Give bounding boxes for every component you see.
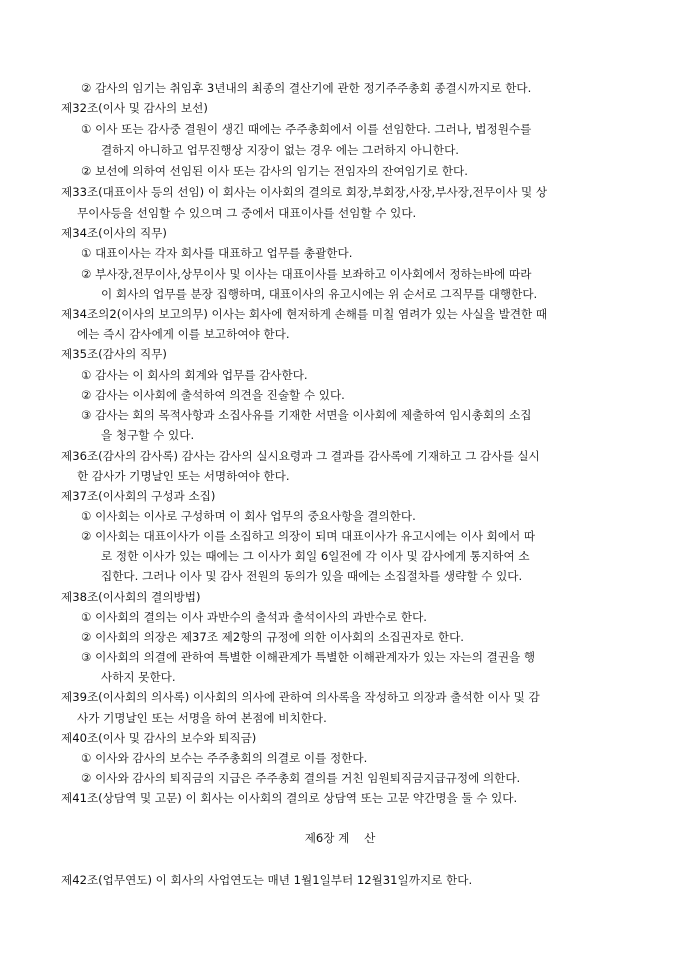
article-33 <box>0 184 680 200</box>
clause-38-item-2 <box>0 629 680 645</box>
article-36-cont <box>0 468 680 484</box>
clause-37-item-2 <box>0 528 680 544</box>
clause-38-item-3-cont <box>0 669 680 685</box>
article-39-cont <box>0 710 680 726</box>
text-line: 로 정한 이사가 있는 때에는 그 이사가 회일 6일전에 각 이사 및 감사에게 통지하여 소 <box>101 549 530 563</box>
text-line: 제34조(이사의 직무) <box>61 226 167 240</box>
text-line: 이 회사의 업무를 분장 집행하며, 대표이사의 유고시에는 위 순서로 그직무를 대행한다. <box>101 287 538 301</box>
clause-32-item-2 <box>0 163 680 179</box>
clause-34-item-2-cont <box>0 286 680 302</box>
article-35-heading <box>0 346 680 362</box>
clause-40-item-2 <box>0 770 680 786</box>
text-line: ② 이사회는 대표이사가 이를 소집하고 의장이 되며 대표이사가 유고시에는 이사 회에서 따 <box>81 529 536 543</box>
text-line: 제32조(이사 및 감사의 보선) <box>61 101 208 115</box>
article-40-heading <box>0 730 680 746</box>
clause-34-item-2 <box>0 266 680 282</box>
text-line: 제33조(대표이사 등의 선임) 이 회사는 이사회의 결의로 회장,부회장,사장,부사장,전무이사 및 상 <box>61 185 548 199</box>
article-34-heading <box>0 225 680 241</box>
text-line: ② 이사회의 의장은 제37조 제2항의 규정에 의한 이사회의 소집권자로 한다. <box>81 630 464 644</box>
text-line: ② 이사와 감사의 퇴직금의 지급은 주주총회 결의를 거친 임원퇴직금지급규정에 의한다. <box>81 771 521 785</box>
clause-35-item-3 <box>0 407 680 423</box>
text-line: ② 부사장,전무이사,상무이사 및 이사는 대표이사를 보좌하고 이사회에서 정하는바에 따라 <box>81 267 532 281</box>
text-line: 한 감사가 기명날인 또는 서명하여야 한다. <box>77 469 290 483</box>
text-line: 집한다. 그러나 이사 및 감사 전원의 동의가 있을 때에는 소집절차를 생략할 수 있다. <box>101 569 523 583</box>
clause-37-item-2-cont-1 <box>0 548 680 564</box>
text-line: ② 보선에 의하여 선임된 이사 또는 감사의 임기는 전임자의 잔여임기로 한다. <box>81 164 468 178</box>
text-line: 을 청구할 수 있다. <box>101 428 195 442</box>
text-line: 제41조(상담역 및 고문) 이 회사는 이사회의 결의로 상담역 또는 고문 약간명을 둘 수 있다. <box>61 791 518 805</box>
text-line: 사하지 못한다. <box>101 670 176 684</box>
article-39 <box>0 689 680 705</box>
chapter-6-heading <box>0 830 680 846</box>
text-line: ① 이사회의 결의는 이사 과반수의 출석과 출석이사의 과반수로 한다. <box>81 610 427 624</box>
text-line: 제40조(이사 및 감사의 보수와 퇴직금) <box>61 731 257 745</box>
article-41 <box>0 790 680 806</box>
text-line: 제42조(업무연도) 이 회사의 사업연도는 매년 1월1일부터 12월31일까지로 한다. <box>61 873 473 887</box>
article-36 <box>0 448 680 464</box>
clause-35-item-1 <box>0 367 680 383</box>
text-line: 제6장 계 산 <box>304 831 376 845</box>
text-line: ① 이사회는 이사로 구성하며 이 회사 업무의 중요사항을 결의한다. <box>81 509 416 523</box>
clause-38-item-1 <box>0 609 680 625</box>
text-line: ① 감사는 이 회사의 회계와 업무를 감사한다. <box>81 368 308 382</box>
clause-32-item-1 <box>0 121 680 137</box>
article-34-2-cont <box>0 326 680 342</box>
clause-38-item-3 <box>0 649 680 665</box>
article-33-cont <box>0 205 680 221</box>
text-line: ① 대표이사는 각자 회사를 대표하고 업무를 총괄한다. <box>81 246 353 260</box>
article-32-heading <box>0 100 680 116</box>
text-line: 제39조(이사회의 의사록) 이사회의 의사에 관하여 의사록을 작성하고 의장과 출석한 이사 및 감 <box>61 690 540 704</box>
text-line: 제36조(감사의 감사록) 감사는 감사의 실시요령과 그 결과를 감사록에 기재하고 그 감사를 실시 <box>61 449 540 463</box>
text-line: ③ 감사는 회의 목적사항과 소집사유를 기재한 서면을 이사회에 제출하여 임시총회의 소집 <box>81 408 532 422</box>
clause-35-item-2 <box>0 387 680 403</box>
clause-34-item-1 <box>0 245 680 261</box>
clause-31-item-2 <box>0 80 680 96</box>
text-line: 제35조(감사의 직무) <box>61 347 167 361</box>
article-34-2 <box>0 306 680 322</box>
text-line: ② 감사는 이사회에 출석하여 의견을 진술할 수 있다. <box>81 388 345 402</box>
clause-35-item-3-cont <box>0 427 680 443</box>
article-37-heading <box>0 488 680 504</box>
clause-32-item-1-cont <box>0 142 680 158</box>
text-line: ② 감사의 임기는 취임후 3년내의 최종의 결산기에 관한 정기주주총회 종결시까지로 한다. <box>81 81 532 95</box>
clause-40-item-1 <box>0 750 680 766</box>
text-line: ③ 이사회의 의결에 관하여 특별한 이해관계가 특별한 이해관계자가 있는 자는의 결권을 행 <box>81 650 536 664</box>
article-38-heading <box>0 589 680 605</box>
text-line: 제34조의2(이사의 보고의무) 이사는 회사에 현저하게 손해를 미칠 염려가 있는 사실을 발견한 때 <box>61 307 548 321</box>
text-line: 사가 기명날인 또는 서명을 하여 본점에 비치한다. <box>77 711 327 725</box>
clause-37-item-1 <box>0 508 680 524</box>
text-line: 결하지 아니하고 업무진행상 지장이 없는 경우 에는 그러하지 아니한다. <box>101 143 459 157</box>
text-line: ① 이사 또는 감사중 결원이 생긴 때에는 주주총회에서 이를 선임한다. 그러나, 법정원수를 <box>81 122 532 136</box>
article-42 <box>0 872 680 888</box>
text-line: ① 이사와 감사의 보수는 주주총회의 의결로 이를 정한다. <box>81 751 368 765</box>
text-line: 에는 즉시 감사에게 이를 보고하여야 한다. <box>77 327 290 341</box>
text-line: 제37조(이사회의 구성과 소집) <box>61 489 216 503</box>
text-line: 무이사등을 선임할 수 있으며 그 중에서 대표이사를 선임할 수 있다. <box>77 206 417 220</box>
text-line: 제38조(이사회의 결의방법) <box>61 590 201 604</box>
clause-37-item-2-cont-2 <box>0 568 680 584</box>
